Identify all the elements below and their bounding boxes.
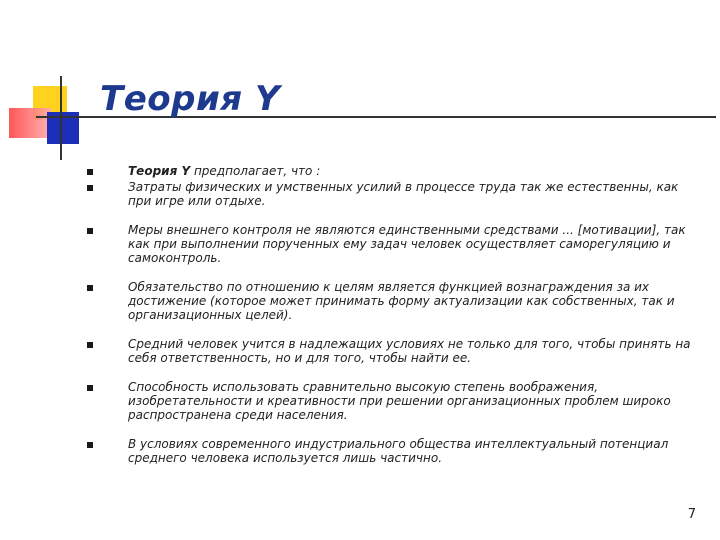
list-item: Затраты физических и умственных усилий в процессе труда так же естественны, как при игре или отдыхе. bbox=[128, 180, 679, 208]
bullet-marker bbox=[87, 185, 93, 191]
intro-bold: Теория Y bbox=[128, 164, 191, 178]
list-item-intro bbox=[128, 164, 703, 178]
bullet-marker bbox=[87, 285, 93, 291]
vertical-rule bbox=[60, 76, 62, 160]
bullet-marker bbox=[87, 169, 93, 175]
intro-text: предполагает, что : bbox=[190, 164, 321, 178]
list-item: Средний человек учится в надлежащих условиях не только для того, чтобы принять на себя ответственность, но и для того, чтобы найти ее. bbox=[128, 337, 691, 365]
bullet-marker bbox=[87, 228, 93, 234]
bullet-marker bbox=[87, 385, 93, 391]
list-item: Меры внешнего контроля не являются единственными средствами ... [мотивации], так как при выполнении порученных ему задач человек осуществляет саморегуляцию и самоконтроль. bbox=[128, 223, 686, 265]
bullet-marker bbox=[87, 442, 93, 448]
list-item: Способность использовать сравнительно высокую степень воображения, изобретательности и креативности при решении организационных проблем широко распространена среди населения. bbox=[128, 380, 671, 422]
page-number: 7 bbox=[687, 507, 696, 522]
list-item: Обязательство по отношению к целям является функцией вознаграждения за их достижение (которое может принимать форму актуализации как собственных, так и организационных целей). bbox=[128, 280, 675, 322]
slide-title: Теория Y bbox=[100, 79, 281, 119]
list-item: В условиях современного индустриального общества интеллектуальный потенциал среднего человека используется лишь частично. bbox=[128, 437, 669, 465]
bullet-marker bbox=[87, 342, 93, 348]
red-square-highlight bbox=[9, 108, 51, 138]
